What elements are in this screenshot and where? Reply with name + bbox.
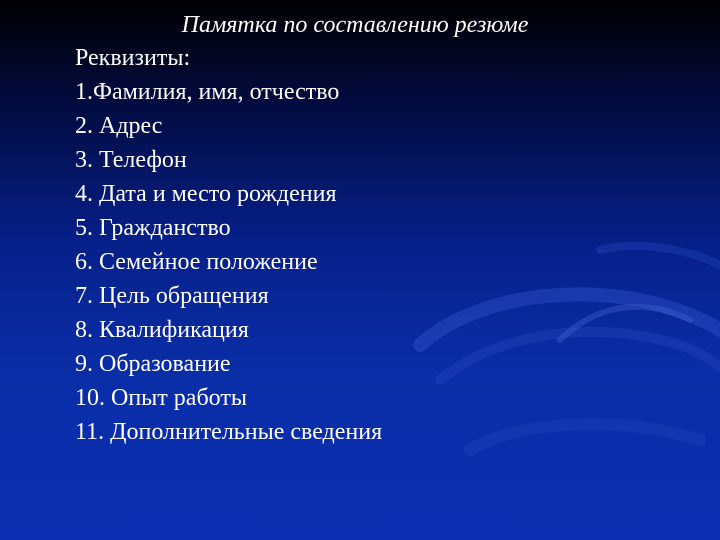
list-item: 1.Фамилия, имя, отчество — [75, 79, 340, 105]
slide-title: Памятка по составлению резюме — [181, 12, 529, 38]
list-item: 4. Дата и место рождения — [75, 181, 337, 207]
list-item: 8. Квалификация — [75, 317, 249, 343]
list-item: 10. Опыт работы — [75, 385, 247, 411]
list-item: 9. Образование — [75, 351, 231, 377]
list-heading: Реквизиты: — [75, 45, 191, 71]
requisites-list — [75, 41, 382, 449]
list-item: 6. Семейное положение — [75, 249, 318, 275]
list-item: 2. Адрес — [75, 113, 163, 139]
list-item: 11. Дополнительные сведения — [75, 419, 383, 445]
list-item: 7. Цель обращения — [75, 283, 269, 309]
list-item: 3. Телефон — [75, 147, 187, 173]
list-item: 5. Гражданство — [75, 215, 231, 241]
